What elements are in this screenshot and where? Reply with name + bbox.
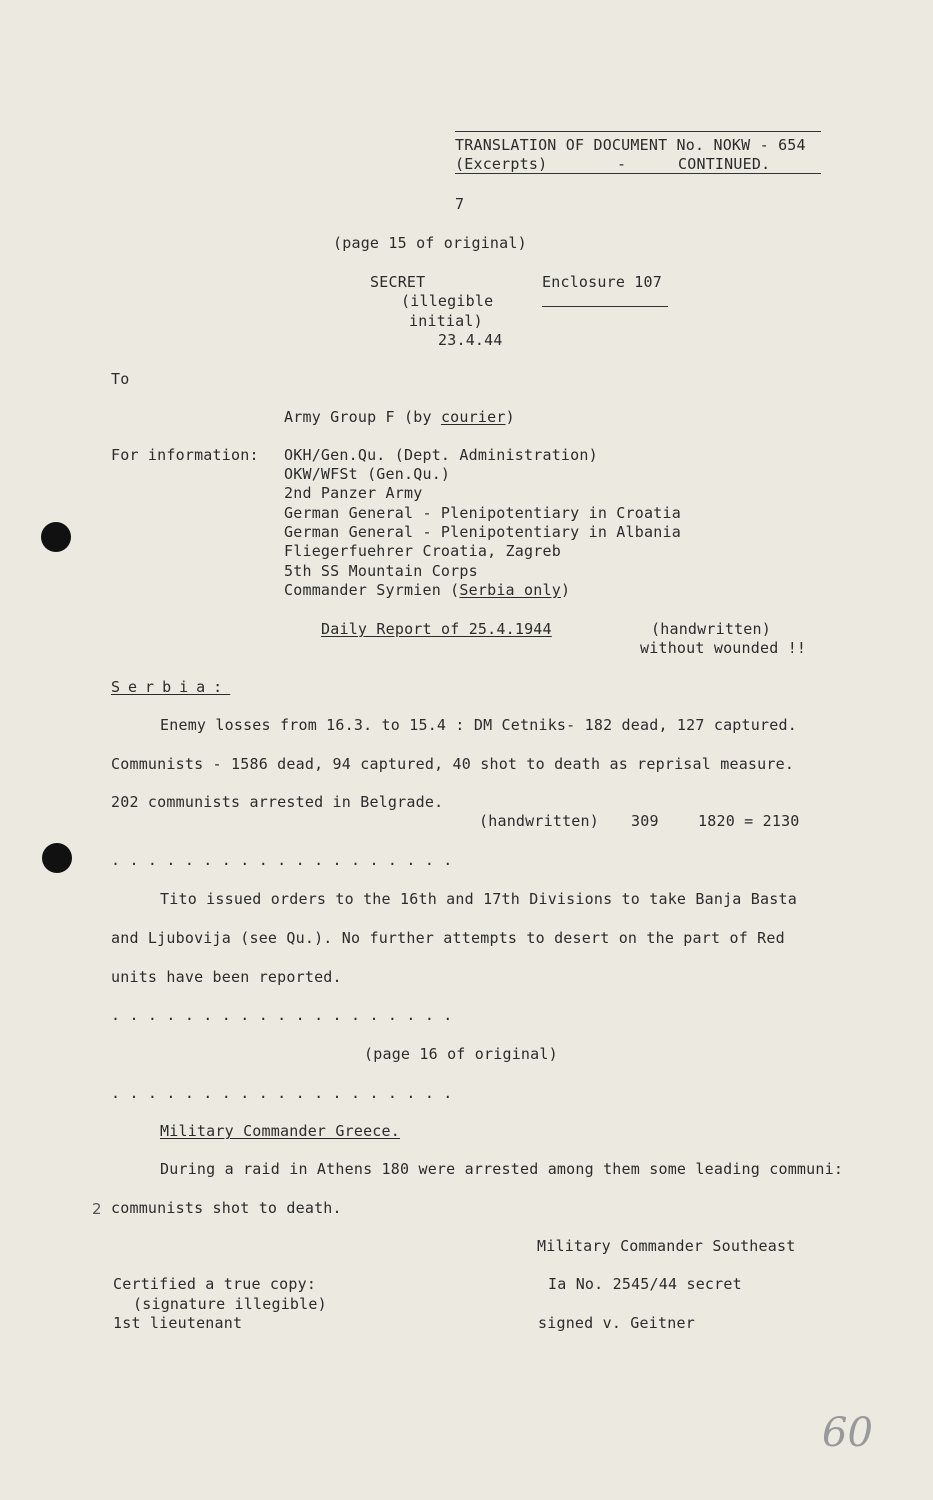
serbia-para2-line: and Ljubovija (see Qu.). No further attempts to desert on the part of Red	[111, 929, 785, 947]
info-item: German General - Plenipotentiary in Croatia	[284, 504, 681, 522]
greece-line: communists shot to death.	[111, 1199, 342, 1217]
certification-line: 1st lieutenant	[113, 1314, 243, 1332]
illegible-line2: initial)	[409, 312, 483, 330]
syrmien-serbia-only: Serbia only	[459, 581, 561, 599]
section-serbia: Serbia:	[111, 678, 231, 696]
recipient-courier: courier	[440, 408, 506, 426]
header-line1: TRANSLATION OF DOCUMENT No. NOKW - 654	[455, 136, 806, 154]
info-item: German General - Plenipotentiary in Albania	[284, 523, 681, 541]
enclosure-rule	[542, 306, 668, 307]
info-item: 5th SS Mountain Corps	[284, 562, 478, 580]
handwritten-note-label: (handwritten)	[651, 620, 771, 638]
for-information-label: For information:	[111, 446, 259, 464]
page-number: 7	[455, 195, 465, 213]
header-dash: -	[617, 155, 627, 173]
info-item: Fliegerfuehrer Croatia, Zagreb	[284, 542, 561, 560]
ellipsis-divider: . . . . . . . . . . . . . . . . . . .	[111, 851, 453, 869]
handwritten-sum-a: 309	[631, 812, 659, 830]
syrmien-post: )	[560, 581, 571, 599]
info-item-commander-syrmien	[284, 581, 570, 600]
greece-line: During a raid in Athens 180 were arrested among them some leading communi:	[160, 1160, 844, 1178]
header-top-rule	[455, 131, 821, 132]
syrmien-pre: Commander Syrmien (	[284, 581, 460, 599]
recipient-pre: Army Group F (by	[284, 408, 441, 426]
info-item: 2nd Panzer Army	[284, 484, 423, 502]
info-item: OKW/WFSt (Gen.Qu.)	[284, 465, 451, 483]
handwritten-note-text: without wounded !!	[640, 639, 807, 657]
recipient-post: )	[505, 408, 515, 426]
header-continued: CONTINUED.	[678, 155, 771, 173]
punch-hole-top	[41, 522, 71, 552]
header-excerpts: (Excerpts)	[455, 155, 548, 173]
recipient-line	[284, 408, 515, 427]
ellipsis-divider: . . . . . . . . . . . . . . . . . . .	[111, 1006, 453, 1024]
secret-label: SECRET	[370, 273, 426, 291]
classification-date: 23.4.44	[438, 331, 503, 349]
report-title: Daily Report of 25.4.1944	[321, 620, 552, 638]
section-greece: Military Commander Greece.	[160, 1122, 400, 1140]
header-bottom-rule	[455, 173, 821, 174]
punch-hole-bottom	[42, 843, 72, 873]
margin-number: 2	[92, 1200, 102, 1218]
serbia-line: Enemy losses from 16.3. to 15.4 : DM Cetniks- 182 dead, 127 captured.	[160, 716, 797, 734]
certification-line: Certified a true copy:	[113, 1275, 317, 1293]
page-ref-mid: (page 16 of original)	[364, 1045, 558, 1063]
serbia-line: 202 communists arrested in Belgrade.	[111, 793, 444, 811]
handwritten-sum-b: 1820 = 2130	[698, 812, 800, 830]
enclosure-label: Enclosure 107	[542, 273, 662, 291]
serbia-line: Communists - 1586 dead, 94 captured, 40 shot to death as reprisal measure.	[111, 755, 795, 773]
pencil-page-mark: 60	[822, 1410, 873, 1456]
serbia-para2-line: units have been reported.	[111, 968, 342, 986]
illegible-line1: (illegible	[401, 292, 494, 310]
to-label: To	[111, 370, 130, 388]
certification-line: (signature illegible)	[133, 1295, 327, 1313]
signature-signed: signed v. Geitner	[538, 1314, 695, 1332]
page-ref-top: (page 15 of original)	[333, 234, 527, 252]
handwritten-sum-label: (handwritten)	[479, 812, 599, 830]
serbia-para2-line: Tito issued orders to the 16th and 17th Divisions to take Banja Basta	[160, 890, 797, 908]
signature-ref: Ia No. 2545/44 secret	[548, 1275, 742, 1293]
info-item: OKH/Gen.Qu. (Dept. Administration)	[284, 446, 598, 464]
signature-title: Military Commander Southeast	[537, 1237, 796, 1255]
ellipsis-divider: . . . . . . . . . . . . . . . . . . .	[111, 1084, 453, 1102]
